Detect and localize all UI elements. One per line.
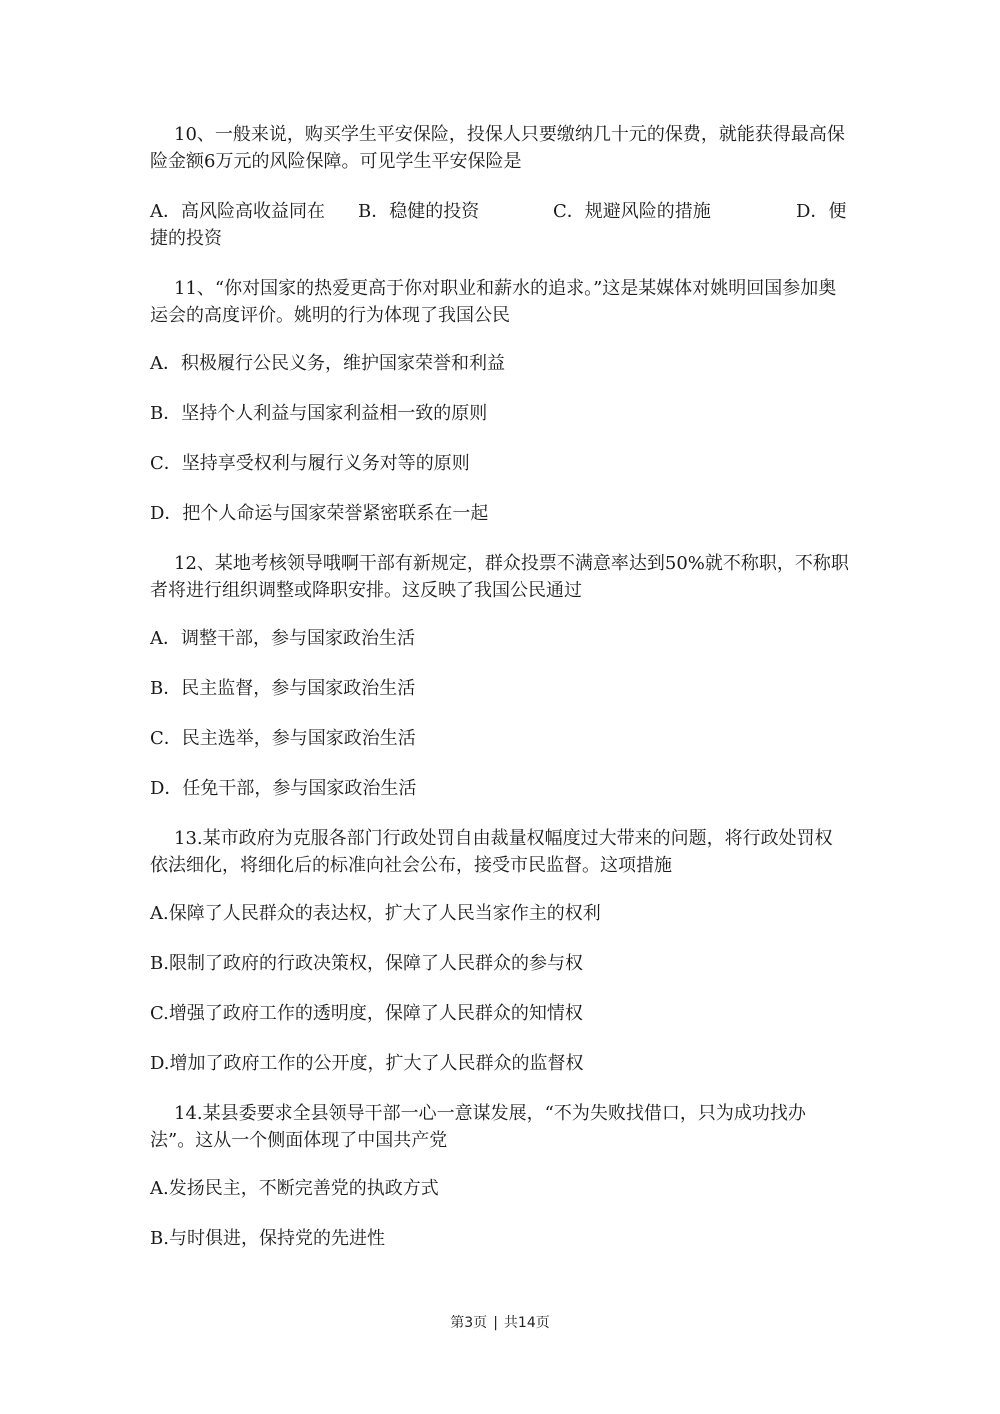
question-10-option-a: A．高风险高收益同在 <box>150 201 325 222</box>
question-10-option-c: C．规避风险的措施 <box>553 201 711 222</box>
question-12-option-a: A．调整干部，参与国家政治生活 <box>150 628 415 649</box>
page-total: 共14页 <box>503 1315 550 1331</box>
question-13-option-c: C.增强了政府工作的透明度，保障了人民群众的知情权 <box>150 1003 583 1024</box>
question-10-stem: 10、一般来说，购买学生平安保险，投保人只要缴纳几十元的保费，就能获得最高保险金额6万元的风险保障。可见学生平安保险是 <box>150 124 845 172</box>
question-12-option-d: D．任免干部，参与国家政治生活 <box>150 778 417 799</box>
question-10-option-d-continued: 捷的投资 <box>150 228 222 249</box>
question-11-option-c: C．坚持享受权利与履行义务对等的原则 <box>150 453 470 474</box>
page-footer <box>0 1312 1000 1332</box>
footer-separator: | <box>493 1315 498 1331</box>
question-11-option-a: A．积极履行公民义务，维护国家荣誉和利益 <box>150 353 505 374</box>
question-14-option-a: A.发扬民主，不断完善党的执政方式 <box>150 1178 439 1199</box>
question-13-option-b: B.限制了政府的行政决策权，保障了人民群众的参与权 <box>150 953 583 974</box>
question-10-option-b: B．稳健的投资 <box>358 201 480 222</box>
question-14-stem: 14.某县委要求全县领导干部一心一意谋发展，“不为失败找借口，只为成功找办法”。这从一个侧面体现了中国共产党 <box>150 1103 806 1151</box>
question-11-option-b: B．坚持个人利益与国家利益相一致的原则 <box>150 403 488 424</box>
question-14-option-b: B.与时俱进，保持党的先进性 <box>150 1228 385 1249</box>
question-12-option-c: C．民主选举，参与国家政治生活 <box>150 728 416 749</box>
question-12-stem: 12、某地考核领导哦啊干部有新规定，群众投票不满意率达到50%就不称职，不称职者将进行组织调整或降职安排。这反映了我国公民通过 <box>150 553 849 601</box>
question-13-stem: 13.某市政府为克服各部门行政处罚自由裁量权幅度过大带来的问题，将行政处罚权依法细化，将细化后的标准向社会公布，接受市民监督。这项措施 <box>150 828 833 876</box>
question-13-option-d: D.增加了政府工作的公开度，扩大了人民群众的监督权 <box>150 1053 584 1074</box>
question-11-option-d: D．把个人命运与国家荣誉紧密联系在一起 <box>150 503 489 524</box>
question-13-option-a: A.保障了人民群众的表达权，扩大了人民当家作主的权利 <box>150 903 601 924</box>
question-11-stem: 11、“你对国家的热爱更高于你对职业和薪水的追求。”这是某媒体对姚明回国参加奥运会的高度评价。姚明的行为体现了我国公民 <box>150 278 837 326</box>
question-12-option-b: B．民主监督，参与国家政治生活 <box>150 678 416 699</box>
question-10-option-d: D．便 <box>796 201 847 222</box>
page-number: 第3页 <box>450 1315 488 1331</box>
